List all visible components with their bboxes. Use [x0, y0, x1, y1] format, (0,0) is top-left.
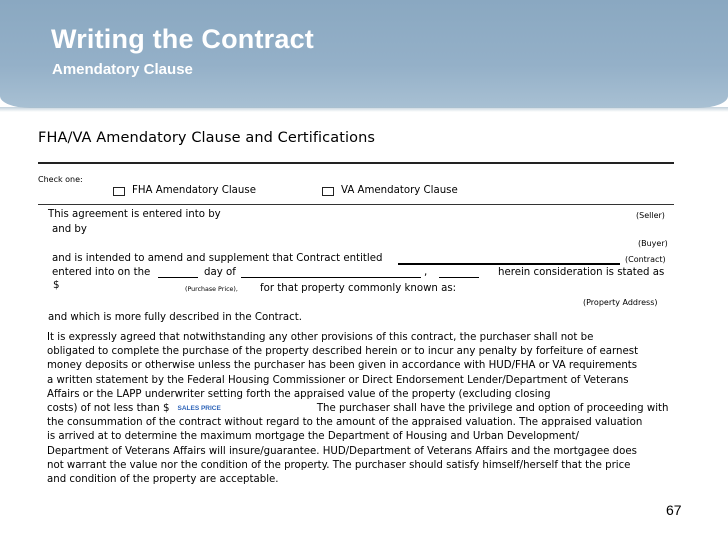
clause-line: obligated to complete the purchase of the property described herein or to incur any penalty by forfeiture of earnest [47, 346, 639, 358]
year-field[interactable] [439, 277, 479, 278]
fha-checkbox[interactable] [113, 187, 125, 196]
va-checkbox[interactable] [322, 187, 334, 196]
va-option-label: VA Amendatory Clause [341, 185, 458, 196]
costs-suffix: The purchaser shall have the privilege and option of proceeding with [316, 402, 669, 414]
day-of-text: day of [204, 267, 236, 278]
clause-line: the consummation of the contract without regard to the amount of the appraised valuation. The appraised valuation [47, 417, 643, 429]
day-field[interactable] [158, 277, 198, 278]
dollar-sign: $ [53, 280, 60, 291]
consideration-text: herein consideration is stated as [498, 267, 665, 278]
comma-text: , [424, 267, 428, 278]
clause-line: money deposits or otherwise unless the purchaser has been given in accordance with HUD/FHA or VA requirements [47, 360, 638, 372]
clause-line: Department of Veterans Affairs will insure/guarantee. HUD/Department of Veterans Affairs and the mortgagee does [47, 445, 637, 457]
entered-on-text: entered into on the [52, 267, 151, 278]
contract-name-field[interactable] [398, 263, 620, 265]
contract-label: (Contract) [625, 255, 666, 264]
slide-header [0, 0, 728, 108]
property-text: for that property commonly known as: [260, 283, 457, 294]
buyer-label: (Buyer) [638, 239, 668, 248]
slide-subtitle: Amendatory Clause [52, 61, 193, 78]
divider [38, 162, 674, 164]
dollar-sign: $ [163, 402, 170, 414]
entered-into-by-text: This agreement is entered into by [48, 209, 221, 220]
costs-prefix: costs) of not less than [47, 402, 160, 414]
clause-line: not warrant the value nor the condition of the property. The purchaser should satisfy himself/herself that the price [47, 459, 631, 471]
clause-line: and condition of the property are acceptable. [47, 473, 279, 485]
fha-option-label: FHA Amendatory Clause [132, 185, 256, 196]
sales-price-label: SALES PRICE [177, 404, 221, 412]
page-number: 67 [666, 502, 682, 518]
clause-line: Affairs or the LAPP underwriter setting forth the appraised value of the property (excluding closing [47, 388, 551, 400]
seller-label: (Seller) [636, 211, 665, 220]
clause-line: It is expressly agreed that notwithstanding any other provisions of this contract, the purchaser shall not be [47, 332, 594, 343]
property-address-label: (Property Address) [583, 298, 658, 307]
document-title: FHA/VA Amendatory Clause and Certifications [38, 130, 376, 146]
check-one-label: Check one: [38, 175, 83, 184]
purchase-price-label: (Purchase Price), [185, 286, 238, 293]
divider [38, 204, 674, 205]
clause-costs-line [47, 402, 687, 416]
described-text: and which is more fully described in the Contract. [48, 312, 302, 323]
intended-text: and is intended to amend and supplement that Contract entitled [52, 253, 383, 264]
slide-title: Writing the Contract [51, 24, 314, 54]
amendatory-clause [47, 331, 687, 487]
month-field[interactable] [241, 277, 421, 278]
clause-line: a written statement by the Federal Housing Commissioner or Direct Endorsement Lender/Department of Veterans [47, 374, 629, 386]
clause-line: is arrived at to determine the maximum mortgage the Department of Housing and Urban Development/ [47, 431, 579, 443]
and-by-text: and by [52, 224, 87, 235]
